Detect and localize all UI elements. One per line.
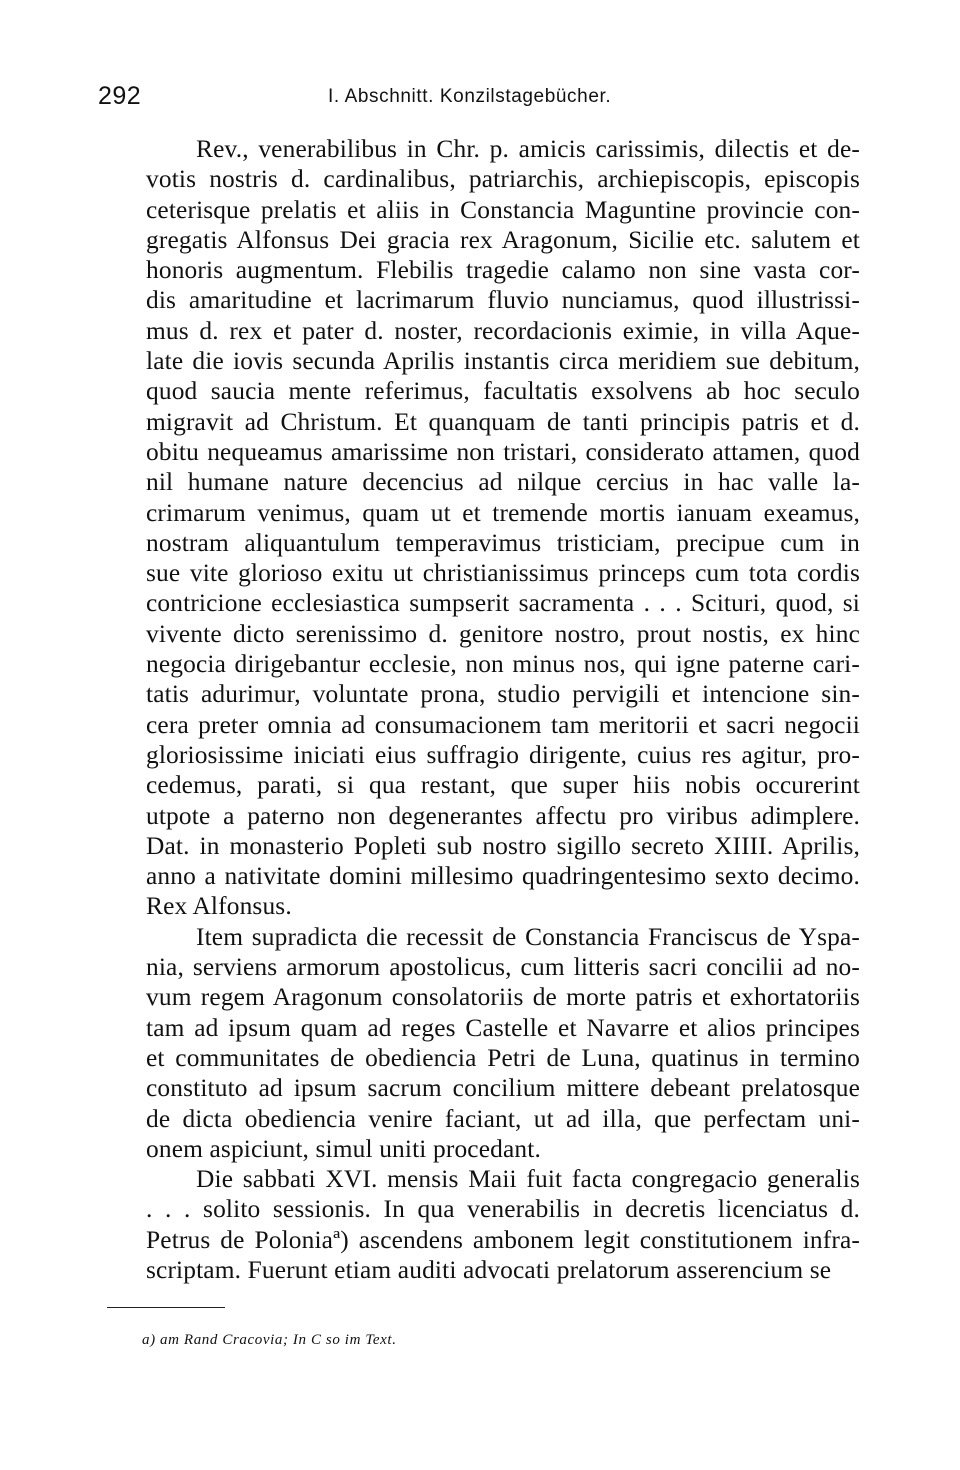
text-line: vivente dicto serenissimo d. genitore nostro, prout nostis, ex hinc: [146, 619, 860, 648]
running-head: I. Abschnitt. Konzilstagebücher.: [328, 86, 612, 107]
body-text: [98, 134, 860, 1285]
text-line: . . . solito sessionis. In qua venerabilis in decretis licenciatus d.: [146, 1195, 860, 1224]
text-line: constituto ad ipsum sacrum concilium mittere debeant prelatosque: [146, 1074, 860, 1103]
text-line: migravit ad Christum. Et quanquam de tanti principis patris et d.: [146, 407, 860, 436]
text-line: cera preter omnia ad consumacionem tam meritorii et sacri negocii: [146, 710, 860, 739]
text-line: anno a nativitate domini millesimo quadringentesimo sexto decimo.: [146, 862, 860, 891]
text-line: ceterisque prelatis et aliis in Constancia Maguntine provincie con-: [146, 195, 860, 224]
text-line: gregatis Alfonsus Dei gracia rex Aragonum, Sicilie etc. salutem et: [146, 225, 860, 254]
text-line: gloriosissime iniciati eius suffragio dirigente, cuius res agitur, pro-: [146, 740, 860, 769]
page-header: [98, 82, 860, 116]
text-line: de dicta obediencia venire faciant, ut ad illa, que perfectam uni-: [146, 1104, 860, 1133]
text-line: Rev., venerabilibus in Chr. p. amicis carissimis, dilectis et de-: [196, 135, 860, 163]
paragraph-letter: [98, 134, 860, 922]
text-line: nostram aliquantulum temperavimus tristiciam, precipue cum in: [146, 528, 860, 557]
text-line: quod saucia mente referimus, facultatis exsolvens ab hoc seculo: [146, 377, 860, 406]
text-line: vum regem Aragonum consolatoriis de morte patris et exhortatoriis: [146, 983, 860, 1012]
text-line: sue vite glorioso exitu ut christianissimus princeps cum tota cordis: [146, 559, 860, 588]
text-line: dis amaritudine et lacrimarum fluvio nunciamus, quod illustrissi-: [146, 286, 860, 315]
text-line: Die sabbati XVI. mensis Maii fuit facta congregacio generalis: [196, 1165, 860, 1194]
text-line: cedemus, parati, si qua restant, que super hiis nobis occurerint: [146, 771, 860, 800]
text-line: Petrus de Poloniaª) ascendens ambonem legit constitutionem infra-: [146, 1225, 860, 1254]
text-line: obitu nequeamus amarissime non tristari, considerato attamen, quod: [146, 437, 860, 466]
text-line: votis nostris d. cardinalibus, patriarchis, archiepiscopis, episcopis: [146, 165, 860, 194]
text-line: tam ad ipsum quam ad reges Castelle et Navarre et alios principes: [146, 1013, 860, 1042]
text-line: Rex Alfonsus.: [146, 892, 292, 921]
text-line: tatis adurimur, voluntate prona, studio pervigili et intencione sin-: [146, 680, 860, 709]
footnote-divider: [107, 1307, 225, 1308]
text-line: onem aspiciunt, simul uniti procedant.: [146, 1134, 541, 1163]
text-line: Item supradicta die recessit de Constancia Franciscus de Yspa-: [196, 922, 860, 951]
text-line: mus d. rex et pater d. noster, recordacionis eximie, in villa Aque-: [146, 316, 860, 345]
text-line: et communitates de obediencia Petri de Luna, quatinus in termino: [146, 1043, 860, 1072]
text-line: utpote a paterno non degenerantes affectu pro viribus adimplere.: [146, 801, 860, 830]
text-line: contricione ecclesiastica sumpserit sacramenta . . . Sciturі, quod, si: [146, 589, 860, 618]
text-line: nia, serviens armorum apostolicus, cum litteris sacri concilii ad no-: [146, 953, 860, 982]
text-line: negocia dirigebantur ecclesie, non minus nos, qui igne paterne cari-: [146, 650, 860, 679]
text-line: nil humane nature decencius ad nilque cercius in hac valle la-: [146, 468, 860, 497]
paragraph-congregation: [98, 1164, 860, 1285]
footnote: a) am Rand Cracovia; In C so im Text.: [142, 1332, 397, 1348]
text-line: scriptam. Fuerunt etiam auditi advocati prelatorum asserencium se: [146, 1255, 832, 1284]
text-line: Dat. in monasterio Popleti sub nostro sigillo secreto XIIII. Aprilis,: [146, 831, 860, 860]
text-line: late die iovis secunda Aprilis instantis circa meridiem sue debitum,: [146, 347, 860, 376]
page-number: 292: [98, 82, 142, 110]
text-line: honoris augmentum. Flebilis tragedie calamo non sine vasta cor-: [146, 256, 860, 285]
paragraph-envoy: [98, 922, 860, 1164]
text-line: crimarum venimus, quam ut et tremende mortis ianuam exeamus,: [146, 498, 860, 527]
